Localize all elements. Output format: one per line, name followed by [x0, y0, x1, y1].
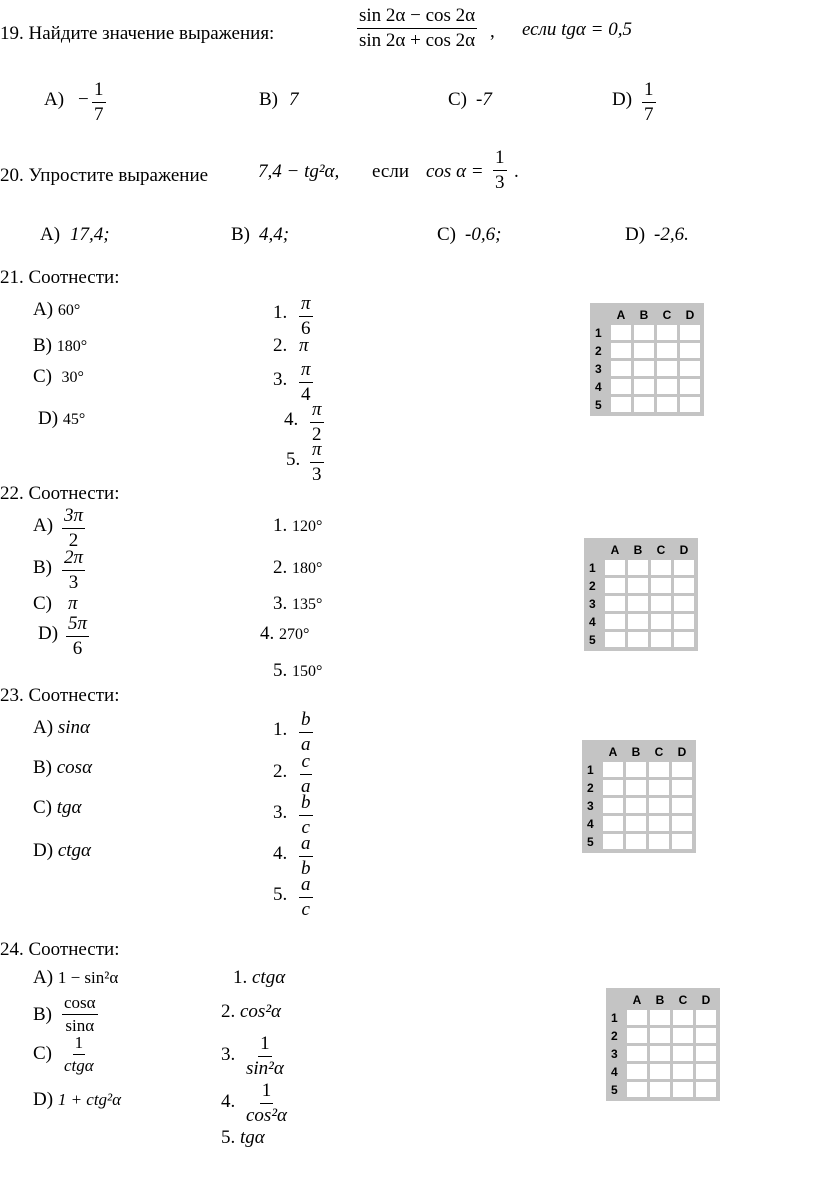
grid-row-header: 5 [611, 1082, 618, 1097]
q21-left-b [33, 336, 87, 355]
q24-right-4-fraction [244, 1081, 289, 1126]
grid-answer-cell[interactable] [649, 762, 669, 777]
grid-column-header: D [679, 542, 689, 557]
q21-right-4-den: 2 [312, 423, 322, 445]
q23-left-b [33, 758, 92, 777]
q23-left-a-value: sinα [57, 717, 90, 738]
grid-column-header: D [677, 744, 687, 759]
q21-right-3-den: 4 [301, 383, 311, 405]
q19-option-d-den: 7 [644, 103, 654, 125]
grid-column-header: A [632, 992, 642, 1007]
q22-left-d-letter: D) [38, 623, 59, 644]
q21-right-4-label: 4. [284, 409, 299, 430]
grid-row-header: 4 [587, 816, 594, 831]
answer-grid-24 [606, 988, 720, 1101]
q24-left-b-num: cosα [62, 994, 98, 1015]
q21-left-b-value: 180° [56, 338, 88, 355]
grid-answer-cell[interactable] [626, 798, 646, 813]
q22-left-a-letter: A) [33, 515, 54, 536]
grid-answer-cell[interactable] [603, 780, 623, 795]
q24-left-d-value: 1 + ctg²α [57, 1090, 122, 1109]
q21-left-a [33, 300, 80, 319]
q24-left-c-letter: C) [33, 1043, 52, 1064]
grid-answer-cell[interactable] [627, 1010, 647, 1025]
q19-option-c-value: -7 [476, 89, 492, 110]
q21-title: 21. Соотнести: [0, 267, 120, 288]
q23-right-2-fraction [299, 752, 313, 797]
q24-left-b-fraction [62, 994, 98, 1035]
q19-option-b-letter: B) [259, 89, 278, 110]
grid-answer-cell[interactable] [673, 1082, 693, 1097]
q22-right-4-value: 270° [279, 626, 310, 643]
q20-option-b-letter: B) [231, 224, 250, 245]
q23-left-a-letter: A) [33, 717, 54, 738]
grid-row-header: 1 [589, 560, 596, 575]
q19-option-a-letter: A) [44, 89, 65, 110]
grid-column-header: B [633, 542, 643, 557]
q21-left-a-value: 60° [57, 302, 81, 319]
grid-answer-cell[interactable] [603, 762, 623, 777]
q24-right-5 [221, 1128, 265, 1147]
grid-row-header: 2 [611, 1028, 618, 1043]
grid-answer-cell[interactable] [657, 343, 677, 358]
q24-left-d-letter: D) [33, 1089, 54, 1110]
grid-answer-cell[interactable] [673, 1064, 693, 1079]
q24-left-b-letter: B) [33, 1004, 52, 1025]
q21-left-d-letter: D) [38, 408, 59, 429]
grid-column-header: C [654, 744, 664, 759]
grid-answer-cell[interactable] [651, 632, 671, 647]
q22-left-d-num: 5π [66, 614, 89, 637]
grid-answer-cell[interactable] [673, 1046, 693, 1061]
grid-answer-cell[interactable] [627, 1064, 647, 1079]
grid-answer-cell[interactable] [672, 816, 692, 831]
grid-answer-cell[interactable] [628, 560, 648, 575]
grid-answer-cell[interactable] [650, 1064, 670, 1079]
q24-left-a-value: 1 − sin²α [57, 968, 119, 987]
q21-left-c-value: 30° [61, 369, 84, 386]
answer-grid-23 [582, 740, 696, 853]
grid-answer-cell[interactable] [680, 343, 700, 358]
q22-right-2-value: 180° [292, 560, 323, 577]
grid-column-header: A [608, 744, 618, 759]
q21-left-d-value: 45° [62, 411, 86, 428]
q19-option-d-num: 1 [642, 80, 656, 103]
grid-answer-cell[interactable] [649, 780, 669, 795]
grid-answer-cell[interactable] [651, 596, 671, 611]
q24-right-5-value: tgα [240, 1127, 265, 1148]
q20-period: . [514, 161, 519, 182]
grid-answer-cell[interactable] [603, 834, 623, 849]
q24-right-3-num: 1 [258, 1034, 272, 1057]
q22-right-3-value: 135° [292, 596, 323, 613]
grid-answer-cell[interactable] [626, 780, 646, 795]
grid-answer-cell[interactable] [680, 379, 700, 394]
q21-left-a-letter: A) [33, 299, 54, 320]
grid-row-header: 2 [589, 578, 596, 593]
grid-answer-cell[interactable] [611, 343, 631, 358]
grid-answer-cell[interactable] [649, 834, 669, 849]
grid-corner [594, 307, 608, 322]
q23-left-d-letter: D) [33, 840, 54, 861]
grid-answer-cell[interactable] [696, 1010, 716, 1025]
grid-answer-cell[interactable] [627, 1028, 647, 1043]
q22-title: 22. Соотнести: [0, 483, 120, 504]
grid-answer-cell[interactable] [605, 614, 625, 629]
q19-option-a-num: 1 [92, 80, 106, 103]
q23-left-c [33, 798, 82, 817]
q23-right-2-num: c [300, 752, 312, 775]
grid-answer-cell[interactable] [626, 816, 646, 831]
q22-left-c-letter: C) [33, 593, 52, 614]
q22-left-b-fraction [62, 548, 85, 593]
q20-label: 20. Упростите выражение [0, 165, 209, 186]
grid-answer-cell[interactable] [680, 361, 700, 376]
q19-option-b-value: 7 [289, 89, 299, 110]
grid-answer-cell[interactable] [628, 596, 648, 611]
grid-column-header: A [610, 542, 620, 557]
q20-option-d-letter: D) [625, 224, 646, 245]
q20-cos-den: 3 [495, 171, 505, 193]
grid-answer-cell[interactable] [649, 798, 669, 813]
q23-right-3-label: 3. [273, 802, 288, 823]
q19-comma: , [490, 21, 495, 42]
grid-answer-cell[interactable] [650, 1010, 670, 1025]
grid-answer-cell[interactable] [627, 1046, 647, 1061]
grid-answer-cell[interactable] [605, 578, 625, 593]
q24-title: 24. Соотнести: [0, 939, 120, 960]
grid-answer-cell[interactable] [650, 1028, 670, 1043]
q22-right-1 [273, 516, 322, 535]
q21-right-5-label: 5. [286, 449, 301, 470]
q21-right-5-fraction [310, 440, 324, 485]
grid-row-header: 4 [611, 1064, 618, 1079]
q19-expression-fraction [357, 6, 477, 51]
grid-answer-cell[interactable] [674, 614, 694, 629]
q24-right-3-den: sin²α [246, 1057, 284, 1079]
grid-row-header: 3 [587, 798, 594, 813]
q22-right-2 [273, 558, 322, 577]
q22-right-4-label: 4. [260, 623, 275, 644]
q21-right-4-num: π [310, 400, 324, 423]
q23-right-5-label: 5. [273, 884, 288, 905]
q23-right-3-fraction [299, 793, 313, 838]
grid-row-header: 2 [587, 780, 594, 795]
answer-grid-22 [584, 538, 698, 651]
grid-answer-cell[interactable] [672, 834, 692, 849]
grid-answer-cell[interactable] [674, 578, 694, 593]
grid-answer-cell[interactable] [657, 379, 677, 394]
q24-right-2-value: cos²α [240, 1001, 281, 1022]
q24-left-c-den: ctgα [64, 1055, 94, 1075]
q24-left-a-letter: A) [33, 967, 54, 988]
q21-left-c [33, 367, 84, 386]
q19-option-a-fraction [92, 80, 106, 125]
q20-option-a-value: 17,4; [70, 224, 110, 245]
q19-option-c-letter: C) [448, 89, 467, 110]
grid-answer-cell[interactable] [696, 1028, 716, 1043]
q21-right-1-num: π [299, 294, 313, 317]
q24-right-4-label: 4. [221, 1091, 236, 1112]
grid-answer-cell[interactable] [628, 614, 648, 629]
q22-right-5-label: 5. [273, 660, 288, 681]
q24-right-1-label: 1. [233, 967, 248, 988]
q22-left-b-num: 2π [62, 548, 85, 571]
grid-column-header: C [678, 992, 688, 1007]
q22-right-1-value: 120° [292, 518, 323, 535]
grid-answer-cell[interactable] [651, 560, 671, 575]
grid-answer-cell[interactable] [634, 325, 654, 340]
grid-answer-cell[interactable] [696, 1046, 716, 1061]
answer-grid-21 [590, 303, 704, 416]
grid-answer-cell[interactable] [649, 816, 669, 831]
q22-left-d-fraction [66, 614, 89, 659]
grid-corner [586, 744, 600, 759]
grid-answer-cell[interactable] [605, 560, 625, 575]
q21-right-5-num: π [310, 440, 324, 463]
q24-left-b-den: sinα [65, 1015, 95, 1035]
grid-answer-cell[interactable] [696, 1064, 716, 1079]
grid-answer-cell[interactable] [626, 762, 646, 777]
grid-row-header: 5 [595, 397, 602, 412]
grid-answer-cell[interactable] [680, 397, 700, 412]
q22-right-1-label: 1. [273, 515, 288, 536]
q23-left-a [33, 718, 90, 737]
q24-left-c-num: 1 [73, 1034, 86, 1055]
q24-right-4-den: cos²α [246, 1104, 287, 1126]
q19-numerator: sin 2α − cos 2α [357, 6, 477, 29]
grid-answer-cell[interactable] [674, 596, 694, 611]
q23-right-2-den: a [301, 775, 311, 797]
grid-row-header: 1 [611, 1010, 618, 1025]
grid-answer-cell[interactable] [672, 780, 692, 795]
q19-label: 19. Найдите значение выражения: [0, 23, 275, 44]
q20-option-b-value: 4,4; [259, 224, 290, 245]
q24-right-2 [221, 1002, 281, 1021]
grid-answer-cell[interactable] [627, 1082, 647, 1097]
q24-left-a [33, 968, 118, 987]
q22-left-a-den: 2 [68, 529, 79, 551]
q24-right-5-label: 5. [221, 1127, 236, 1148]
grid-row-header: 4 [595, 379, 602, 394]
q24-right-1-value: ctgα [252, 967, 286, 988]
grid-answer-cell[interactable] [650, 1046, 670, 1061]
q22-left-d-den: 6 [72, 637, 83, 659]
q23-right-1-den: a [301, 733, 311, 755]
q21-left-d [38, 409, 85, 428]
q23-right-4-fraction [299, 834, 313, 879]
grid-answer-cell[interactable] [611, 379, 631, 394]
grid-answer-cell[interactable] [611, 361, 631, 376]
q24-left-c-fraction [62, 1034, 96, 1075]
q23-right-4-num: a [299, 834, 313, 857]
grid-answer-cell[interactable] [628, 632, 648, 647]
q20-expression: 7,4 − tg²α, [258, 161, 340, 182]
q22-left-b-den: 3 [68, 571, 79, 593]
q24-right-4-num: 1 [260, 1081, 274, 1104]
q22-left-b-letter: B) [33, 557, 52, 578]
q19-option-a-den: 7 [94, 103, 104, 125]
q22-left-a-num: 3π [62, 506, 85, 529]
q19-condition: если tgα = 0,5 [522, 19, 632, 40]
q22-right-3-label: 3. [273, 593, 288, 614]
q23-left-b-value: cosα [56, 757, 93, 778]
q20-option-a-letter: A) [40, 224, 61, 245]
q24-left-d [33, 1090, 121, 1109]
q20-option-d-value: -2,6. [654, 224, 689, 245]
grid-row-header: 4 [589, 614, 596, 629]
grid-column-header: C [656, 542, 666, 557]
q23-right-5-den: c [301, 898, 310, 920]
grid-answer-cell[interactable] [611, 397, 631, 412]
q20-option-c-value: -0,6; [465, 224, 502, 245]
grid-column-header: B [631, 744, 641, 759]
q23-right-1-fraction [299, 710, 313, 755]
grid-column-header: D [685, 307, 695, 322]
grid-column-header: B [639, 307, 649, 322]
grid-answer-cell[interactable] [696, 1082, 716, 1097]
grid-answer-cell[interactable] [651, 614, 671, 629]
grid-answer-cell[interactable] [634, 379, 654, 394]
grid-answer-cell[interactable] [603, 816, 623, 831]
q23-right-3-den: c [301, 816, 310, 838]
q22-right-5-value: 150° [292, 663, 323, 680]
grid-answer-cell[interactable] [657, 397, 677, 412]
q20-cos-num: 1 [493, 148, 507, 171]
q20-option-c-letter: C) [437, 224, 456, 245]
q21-right-3-num: π [299, 360, 313, 383]
q23-left-d [33, 841, 91, 860]
q23-right-3-num: b [299, 793, 313, 816]
grid-row-header: 3 [589, 596, 596, 611]
grid-answer-cell[interactable] [651, 578, 671, 593]
q19-option-d-fraction [642, 80, 656, 125]
q21-right-1-den: 6 [301, 317, 311, 339]
q21-right-2-label: 2. [273, 335, 288, 356]
q21-right-2-value: π [299, 335, 309, 356]
q20-cos-left: cos α = [426, 161, 484, 182]
grid-answer-cell[interactable] [674, 560, 694, 575]
q23-left-c-letter: C) [33, 797, 52, 818]
grid-row-header: 5 [587, 834, 594, 849]
grid-answer-cell[interactable] [657, 325, 677, 340]
q21-right-5-den: 3 [312, 463, 322, 485]
q19-option-d-letter: D) [612, 89, 633, 110]
grid-answer-cell[interactable] [628, 578, 648, 593]
q24-right-2-label: 2. [221, 1001, 236, 1022]
grid-row-header: 1 [595, 325, 602, 340]
q20-cos-fraction [493, 148, 507, 193]
q24-right-3-fraction [244, 1034, 286, 1079]
q21-right-1-fraction [299, 294, 313, 339]
grid-answer-cell[interactable] [634, 397, 654, 412]
q22-right-2-label: 2. [273, 557, 288, 578]
q23-right-5-fraction [299, 875, 313, 920]
q23-title: 23. Соотнести: [0, 685, 120, 706]
q19-denominator: sin 2α + cos 2α [359, 29, 476, 51]
grid-answer-cell[interactable] [650, 1082, 670, 1097]
grid-answer-cell[interactable] [603, 798, 623, 813]
q23-left-c-value: tgα [56, 797, 82, 818]
grid-row-header: 3 [611, 1046, 618, 1061]
grid-row-header: 2 [595, 343, 602, 358]
grid-answer-cell[interactable] [634, 361, 654, 376]
grid-corner [610, 992, 624, 1007]
q21-left-b-letter: B) [33, 335, 52, 356]
grid-answer-cell[interactable] [634, 343, 654, 358]
q23-left-b-letter: B) [33, 757, 52, 778]
grid-answer-cell[interactable] [672, 762, 692, 777]
grid-answer-cell[interactable] [673, 1028, 693, 1043]
q20-if-word: если [372, 161, 409, 182]
grid-column-header: B [655, 992, 665, 1007]
q21-left-c-letter: C) [33, 366, 52, 387]
grid-corner [588, 542, 602, 557]
q22-left-c-value: π [68, 593, 78, 614]
grid-answer-cell[interactable] [611, 325, 631, 340]
q21-right-1-label: 1. [273, 302, 288, 323]
q22-left-a-fraction [62, 506, 85, 551]
q19-option-a-sign: − [78, 89, 89, 110]
q21-right-3-fraction [299, 360, 313, 405]
q23-right-2-label: 2. [273, 761, 288, 782]
grid-column-header: A [616, 307, 626, 322]
grid-row-header: 1 [587, 762, 594, 777]
grid-answer-cell[interactable] [674, 632, 694, 647]
q22-right-5 [273, 661, 322, 680]
q23-right-5-num: a [299, 875, 313, 898]
grid-answer-cell[interactable] [605, 632, 625, 647]
q23-left-d-value: ctgα [57, 840, 91, 861]
grid-answer-cell[interactable] [673, 1010, 693, 1025]
q23-right-1-num: b [299, 710, 313, 733]
grid-column-header: D [701, 992, 711, 1007]
grid-answer-cell[interactable] [657, 361, 677, 376]
q21-right-3-label: 3. [273, 369, 288, 390]
grid-answer-cell[interactable] [672, 798, 692, 813]
grid-answer-cell[interactable] [680, 325, 700, 340]
q23-right-1-label: 1. [273, 719, 288, 740]
q23-right-4-label: 4. [273, 843, 288, 864]
q22-right-3 [273, 594, 322, 613]
grid-row-header: 5 [589, 632, 596, 647]
q23-right-4-den: b [301, 857, 311, 879]
grid-column-header: C [662, 307, 672, 322]
grid-row-header: 3 [595, 361, 602, 376]
grid-answer-cell[interactable] [626, 834, 646, 849]
grid-answer-cell[interactable] [605, 596, 625, 611]
q24-right-1 [233, 968, 285, 987]
q24-right-3-label: 3. [221, 1044, 236, 1065]
q22-right-4 [260, 624, 309, 643]
